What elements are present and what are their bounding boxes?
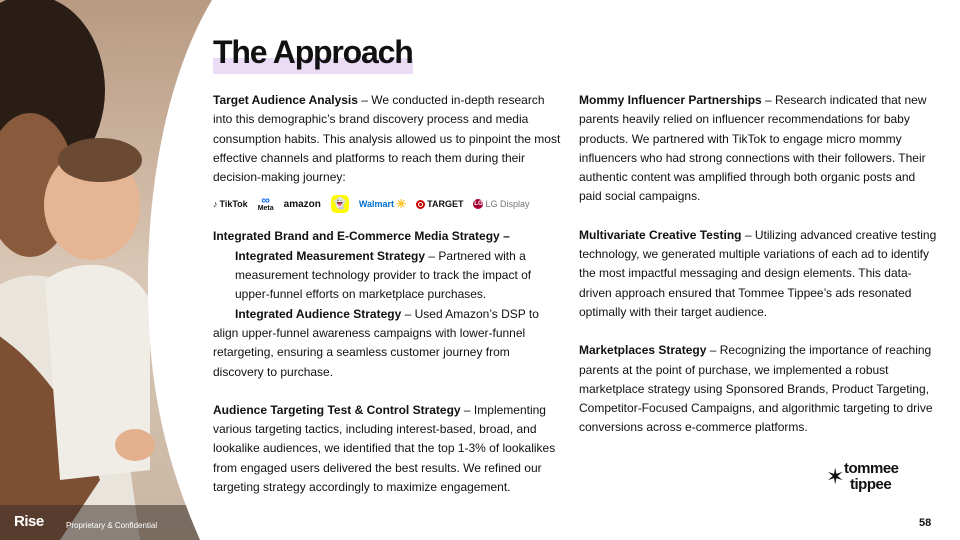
page-number: 58: [919, 517, 932, 529]
paragraph-text: – We conducted in-depth research into this demographic’s brand discovery process and media consumption habits. This analysis allowed us to pinpoint the most effective channels and platforms to reach them during their decision-making journey:: [213, 93, 561, 185]
meta-logo: ∞ Meta: [257, 193, 274, 213]
photo-illustration: [0, 0, 220, 540]
page-title: The Approach: [213, 34, 413, 70]
right-column: [579, 91, 941, 438]
amazon-logo: amazon: [283, 198, 321, 210]
target-bullseye-icon: [416, 200, 425, 209]
integrated-audience-continued: align upper-funnel awareness campaigns with lower-funnel retargeting, ensuring a seamless customer journey from discovery to purchase.: [213, 325, 526, 379]
target-audience-paragraph: [213, 91, 563, 187]
snapchat-icon: 👻: [331, 195, 349, 213]
tiktok-logo: ♪ TikTok: [213, 195, 248, 214]
footer-brand: Rise: [14, 513, 44, 530]
creative-testing-paragraph: Multivariate Creative Testing – Utilizing advanced creative testing technology, we generated multiple variations of each ad to identify the most impactful messaging and design elements. This data-driven approach ensured that Tommee Tippee’s ads resonated optimally with their target audience.: [579, 227, 937, 319]
integrated-measurement-paragraph: Integrated Measurement Strategy – Partnered with a measurement technology provider to track the impact of upper-funnel efforts on marketplace purchases.: [235, 248, 532, 302]
audience-targeting-paragraph: Audience Targeting Test & Control Strategy – Implementing various targeting tactics, including interest-based, broad, and lookalike audiences, we identified that the top 1-3% of lookalikes from engaged users delivered the best results. We refined our targeting strategy accordingly to maximize engagement.: [213, 402, 556, 495]
mother-baby-photo: [0, 0, 220, 540]
integrated-audience-paragraph: Integrated Audience Strategy – Used Amazon’s DSP to: [235, 306, 539, 321]
target-logo: TARGET: [416, 195, 463, 214]
integrated-brand-heading: Integrated Brand and E-Commerce Media Strategy –: [213, 229, 510, 244]
platform-logos: [213, 187, 563, 221]
left-column: [213, 91, 563, 497]
tiktok-icon: ♪: [213, 198, 218, 209]
paragraph-heading: Target Audience Analysis: [213, 93, 358, 107]
tommee-tippee-logo: ✶ tommee tippee: [826, 460, 899, 493]
footer-confidential: Proprietary & Confidential: [66, 521, 158, 530]
walmart-spark-icon: ✳: [396, 196, 407, 211]
influencer-paragraph: Mommy Influencer Partnerships – Research indicated that new parents heavily relied on influencer recommendations for baby products. We partnered with TikTok to engage micro mommy influencers who had strong connections with their followers. Their authentic content was amplified through both organic posts and paid social campaigns.: [579, 93, 927, 204]
lg-display-logo: LG LG Display: [474, 198, 530, 209]
meta-infinity-icon: ∞: [261, 193, 270, 208]
marketplaces-paragraph: Marketplaces Strategy – Recognizing the importance of reaching parents at the point of purchase, we implemented a robust marketplace strategy using Sponsored Brands, Product Targeting, Competitor-Focused Campaigns, and algorithmic targeting to drive conversions across e-commerce platforms.: [579, 343, 933, 435]
tommee-tippee-star-icon: ✶: [826, 464, 845, 489]
walmart-logo: Walmart ✳: [359, 195, 406, 214]
lg-icon: LG: [474, 201, 483, 208]
